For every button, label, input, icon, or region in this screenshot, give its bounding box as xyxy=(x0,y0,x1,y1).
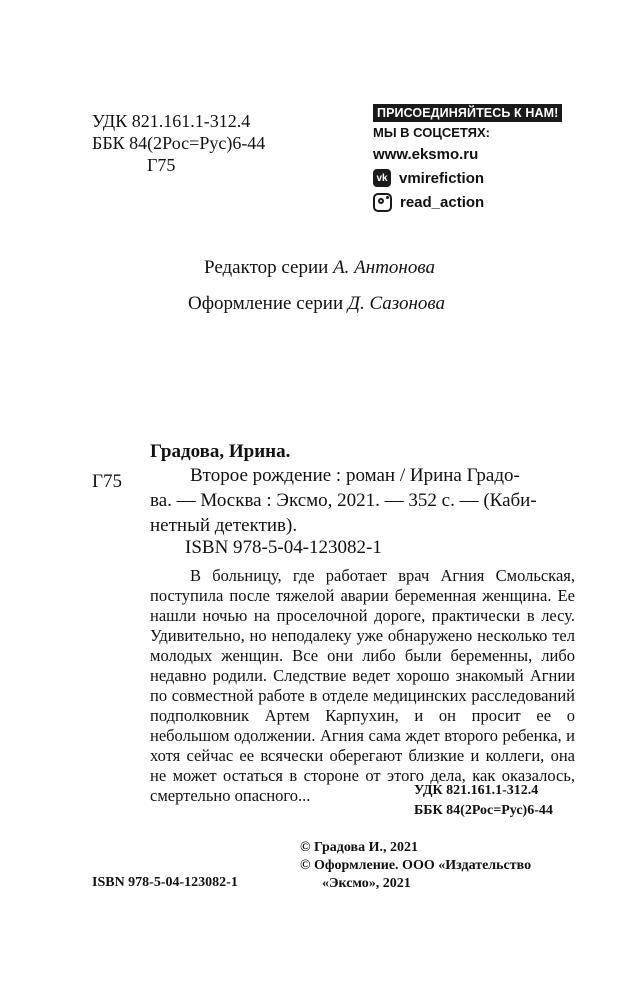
design-name: Д. Сазонова xyxy=(347,293,445,314)
instagram-handle[interactable]: read_action xyxy=(400,193,485,211)
biblio-line-3: нетный детектив). xyxy=(150,515,298,536)
classification-block xyxy=(92,110,265,176)
social-caption: МЫ В СОЦСЕТЯХ: xyxy=(373,125,491,140)
bibliographic-description xyxy=(150,463,575,538)
copyright-block xyxy=(300,839,531,893)
vk-handle[interactable]: vmirefiction xyxy=(399,169,485,187)
biblio-line-2: ва. — Москва : Эксмо, 2021. — 352 с. — (Каби- xyxy=(150,490,537,511)
isbn-bottom: ISBN 978-5-04-123082-1 xyxy=(92,875,238,890)
website-link[interactable]: www.eksmo.ru xyxy=(373,146,479,163)
biblio-line-1: Второе рождение : роман / Ирина Градо- xyxy=(190,465,520,486)
editor-label: Редактор серии xyxy=(204,257,329,278)
bibliography-code: Г75 xyxy=(92,471,122,492)
author-heading: Градова, Ирина. xyxy=(150,441,291,462)
series-editor-credit xyxy=(204,257,435,279)
annotation-bbk: ББК 84(2Рос=Рус)6-44 xyxy=(414,803,553,818)
series-design-credit xyxy=(188,293,445,315)
annotation-text: В больницу, где работает врач Агния Смольская, поступила после тяжелой аварии беременная женщина. Ее нашли ночью на проселочной дороге, практически в лесу. Удивительно, но неподалеку уже обнаружено несколько тел молодых женщин. Все они либо были беременны, либо недавно родили. Следствие ведет хорошо знакомый Агнии по совместной работе в отделе медицинских расследований подполковник Артем Карпухин, и он просит ее о небольшом одолжении. Агния сама ждет второго ребенка, и хотя сейчас ее всячески оберегают близкие и коллеги, она не может остаться в стороне от этого дела, как оказалось, смертельно опасного... xyxy=(150,566,575,805)
instagram-icon xyxy=(373,193,392,212)
bbk-code: ББК 84(2Рос=Рус)6-44 xyxy=(92,133,266,153)
author-code: Г75 xyxy=(147,155,176,175)
copyright-author: © Градова И., 2021 xyxy=(300,840,418,855)
instagram-row[interactable] xyxy=(373,190,573,214)
editor-name: А. Антонова xyxy=(333,257,435,278)
isbn: ISBN 978-5-04-123082-1 xyxy=(185,537,382,558)
copyright-design: © Оформление. ООО «Издательство xyxy=(300,858,532,873)
vk-icon: vk xyxy=(373,169,391,187)
annotation-udk: УДК 821.161.1-312.4 xyxy=(414,783,539,798)
join-banner: ПРИСОЕДИНЯЙТЕСЬ К НАМ! xyxy=(373,104,562,122)
copyright-publisher: «Эксмо», 2021 xyxy=(322,876,411,891)
social-block xyxy=(373,104,573,214)
design-label: Оформление серии xyxy=(188,293,344,314)
udk-code: УДК 821.161.1-312.4 xyxy=(92,111,251,131)
vk-row[interactable] xyxy=(373,166,573,190)
annotation-codes xyxy=(414,781,553,821)
